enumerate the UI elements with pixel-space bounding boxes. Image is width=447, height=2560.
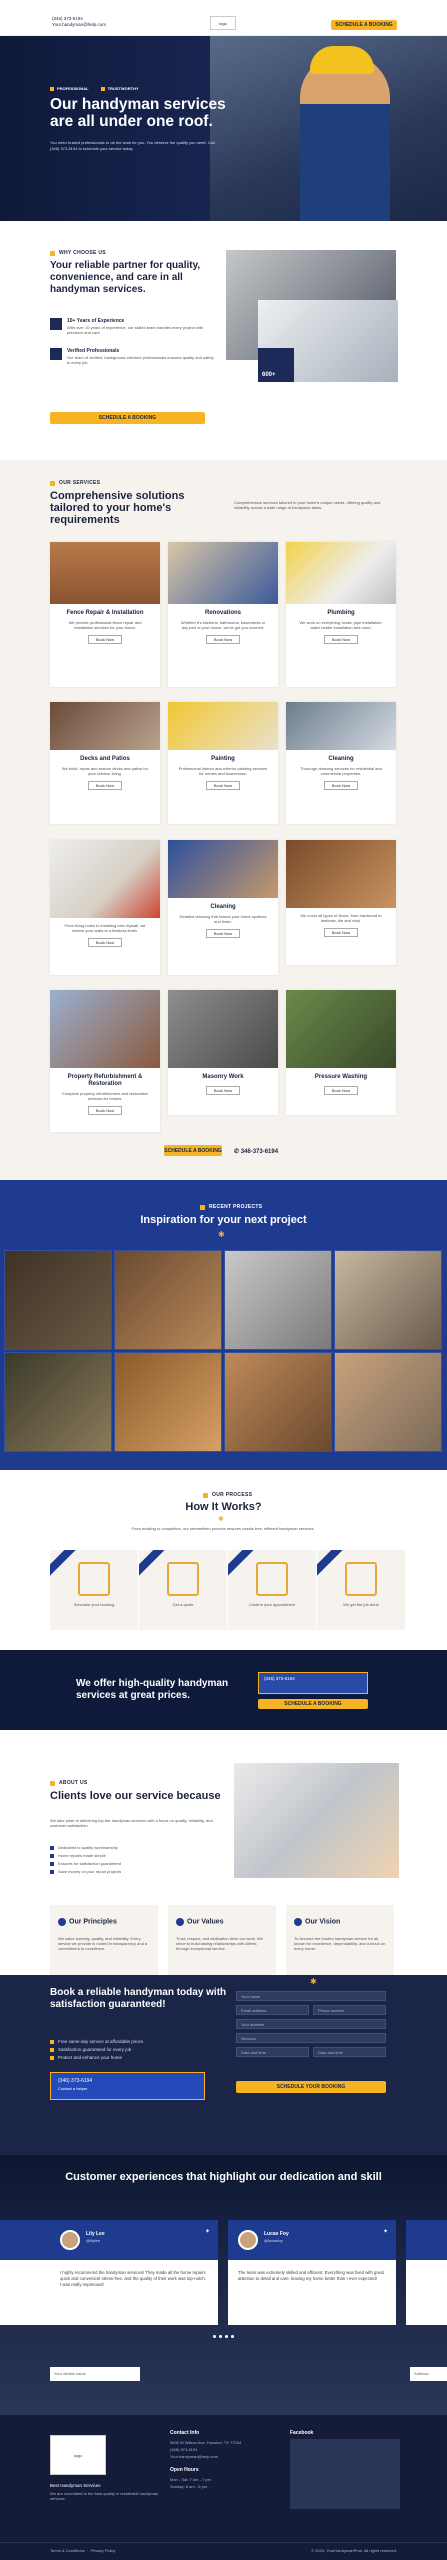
service-card [168,542,278,687]
calendar-icon [256,1562,288,1596]
services-tag-label: OUR SERVICES [59,480,101,486]
service-image [286,542,396,604]
twitter-icon[interactable]: ✦ [382,2229,388,2235]
footer-copyright: © 2024, YourHandymanPros. All rights reserved. [311,2548,397,2553]
hero-worker-figure [300,54,390,221]
star-icon: ✱ [218,1516,224,1523]
principles-icon [58,1918,66,1926]
footer-email[interactable]: Your.handyman@help.com [170,2454,218,2459]
step-desc: Confirm your appointment [248,1602,296,1607]
clients-title: Clients love our service because [50,1790,221,1802]
book-now-button[interactable]: Book Now [88,1106,122,1115]
about-title: Your reliable partner for quality, convenience, and care in all handyman services. [50,260,201,295]
time-field[interactable]: Date and time [313,2047,386,2057]
book-now-button[interactable]: Book Now [206,635,240,644]
project-image[interactable] [114,1352,222,1452]
clients-list-item: Save money on your repair projects [50,1869,121,1874]
service-image [50,702,160,750]
testimonials-title: Customer experiences that highlight our dedication and skill [65,2171,382,2183]
value-card [286,1905,394,1980]
header-email[interactable]: Your.handyman@help.com [52,22,106,27]
booking-submit-button[interactable]: SCHEDULE YOUR BOOKING [236,2081,386,2093]
header-contact [52,16,106,28]
about-section [0,240,447,450]
testimonial-handle: @lucasfoy [264,2238,283,2243]
service-desc: Detailed cleaning that leaves your home spotless and fresh. [179,914,267,924]
hero-badges [50,86,139,91]
testimonials-section [0,2155,447,2415]
carousel-dot[interactable] [231,2335,234,2338]
ribbon-icon [50,318,62,330]
step-ribbon [50,1550,78,1578]
service-title: Cleaning [210,904,236,910]
about-tag-label: WHY CHOOSE US [59,250,106,256]
project-image[interactable] [4,1250,112,1350]
service-card [168,840,278,975]
service-title: Cleaning [328,756,354,762]
email-field[interactable]: Email address [236,2005,309,2015]
terms-link[interactable]: Terms & Conditions [50,2548,85,2553]
service-title: Fence Repair & Installation [66,610,144,616]
service-desc: We build, repair and restore decks and patios for your outdoor living. [61,766,149,776]
footer [0,2415,447,2560]
service-title: Plumbing [327,610,355,616]
testimonial-text: I highly recommend the handyman services! They made all the home repairs quick and convenient stress-free, and the quality of their work was top-notch. I was really impressed! [60,2270,206,2287]
book-now-button[interactable]: Book Now [88,938,122,947]
carousel-dot[interactable] [219,2335,222,2338]
clients-list-item: Ensures for satisfaction guaranteed [50,1861,121,1866]
hero-title: Our handyman services are all under one roof. [50,96,226,130]
vision-icon [294,1918,302,1926]
service-card [286,840,396,965]
value-title: Our Vision [305,1918,341,1926]
service-image [286,702,396,750]
service-title: Renovations [204,610,241,616]
testimonial-card-partial [406,2220,447,2325]
service-image [168,542,278,604]
booking-list-item: Satisfaction guaranteed for every job [50,2047,131,2052]
footer-facebook-title: Facebook [290,2430,314,2436]
footer-contact-title: Contact Info [170,2430,200,2436]
book-now-button[interactable]: Book Now [324,781,358,790]
value-desc: Trust, respect, and dedication drive our work. We strive to build lasting relationships with clients through exceptional service. [176,1936,263,1951]
projects-section [0,1180,447,1470]
calculator-icon [167,1562,199,1596]
footer-description: We are committed to the best quality in residential handyman services. [50,2491,159,2501]
facebook-embed[interactable] [290,2439,400,2509]
service-desc: Complete property refurbishment and restoration services for homes. [61,1091,149,1101]
service-card [286,990,396,1115]
hero-description: You need trusted professionals to do the work for you. You deserve the quality you need. Call (346) 373-6194 to schedule your service today. [50,140,215,151]
service-desc: From fixing holes to installing new drywall, we restore your walls to a flawless finish. [64,923,146,933]
service-image [286,990,396,1068]
service-image [168,702,278,750]
service-card [286,542,396,687]
book-now-button[interactable]: Book Now [88,635,122,644]
site-logo[interactable]: logo [210,16,236,30]
tag-square-icon [203,1493,208,1498]
name-field[interactable]: Your name [236,1991,386,2001]
booking-list-item: Free same-day service at affordable prices [50,2039,143,2044]
tag-square-icon [50,481,55,486]
book-now-button[interactable]: Book Now [206,781,240,790]
tag-square-icon [200,1205,205,1210]
testimonial-card [50,2220,218,2325]
services-intro: Comprehensive services tailored to your home's unique needs, offering quality and reliability across a wide range of handyman tasks. [234,500,381,510]
how-tag-label: OUR PROCESS [212,1492,253,1498]
booking-call-box[interactable] [50,2072,205,2100]
projects-tag-label: RECENT PROJECTS [209,1204,263,1210]
footer-address: 9635 W Wilson Ave, Houston, TX 77034 [170,2440,242,2445]
step-card [317,1550,405,1630]
testimonial-header [50,2220,218,2260]
tag-square-icon [50,1781,55,1786]
phone-icon: ✆ [234,1149,241,1155]
testimonial-card [228,2220,396,2325]
projects-tag [200,1204,262,1210]
service-desc: We provide professional fence repair and installation services for your home. [68,620,142,630]
step-card [139,1550,227,1630]
header-phone[interactable]: (346) 373-6194 [52,16,83,21]
project-image[interactable] [224,1250,332,1350]
step-desc: We get the job done [343,1602,379,1607]
booking-title: Book a reliable handyman today with satisfaction guaranteed! [50,1987,227,2010]
star-icon: ✱ [218,1230,225,1239]
feature-experience-desc: With over 10 years of experience, our skilled team handles every project with precision and care. [67,325,204,335]
book-now-button[interactable]: Book Now [88,781,122,790]
service-title: Property Refurbishment & Restoration [67,1074,143,1087]
footer-hours-title: Open Hours [170,2467,199,2473]
top-bar [0,0,447,36]
carousel-dot[interactable] [213,2335,216,2338]
newsletter-bar [0,2367,447,2407]
projects-title: Inspiration for your next project [140,1214,307,1226]
star-icon: ✱ [310,1977,317,1986]
services-phone-link[interactable] [234,1148,278,1155]
services-select[interactable]: Services [236,2033,386,2043]
values-icon [176,1918,184,1926]
project-image[interactable] [334,1352,442,1452]
how-title: How It Works? [185,1501,262,1513]
services-tag [50,480,100,486]
shield-icon [50,348,62,360]
offer-title: We offer high-quality handyman services at great prices. [76,1678,229,1701]
service-title: Decks and Patios [80,756,130,762]
service-card [50,542,160,687]
clients-paragraph: We take pride in delivering top-tier handyman services with a focus on quality, reliability, and customer satisfaction. [50,1818,213,1828]
testimonial-header [228,2220,396,2260]
step-desc: Schedule your booking [73,1602,115,1607]
service-image [168,840,278,898]
clients-section [0,1730,447,1980]
service-desc: We cover all types of floors, from hardwood to laminate, tile and vinyl. [300,913,382,923]
privacy-link[interactable]: Privacy Policy [90,2548,116,2553]
clients-list-item: Dedicated to quality workmanship [50,1845,118,1850]
header-schedule-button[interactable]: SCHEDULE A BOOKING [331,20,397,30]
services-schedule-button[interactable]: SCHEDULE A BOOKING [164,1145,222,1156]
avatar [60,2230,80,2250]
book-now-button[interactable]: Book Now [206,929,240,938]
step-ribbon [228,1550,256,1578]
clients-tag [50,1780,88,1786]
phone-field[interactable]: Phone number [313,2005,386,2015]
hard-hat-icon [310,46,374,74]
service-image [50,990,160,1068]
footer-company-name: Best Handyman Services [50,2483,101,2488]
booking-phone: (346) 373-6194 [58,2078,93,2084]
offer-schedule-button[interactable]: SCHEDULE A BOOKING [258,1699,368,1709]
project-image[interactable] [114,1250,222,1350]
newsletter-address[interactable]: Address [410,2367,447,2381]
booking-list-item: Protect and enhance your home [50,2055,122,2060]
how-tag [203,1492,252,1498]
offer-banner [0,1650,447,1730]
service-card [50,702,160,824]
service-card [168,990,278,1115]
carousel-dot[interactable] [225,2335,228,2338]
clients-tag-label: ABOUT US [59,1780,88,1786]
step-card [228,1550,316,1630]
footer-links: Terms & Conditions · Privacy Policy [50,2548,116,2553]
worker-icon [345,1562,377,1596]
step-ribbon [317,1550,345,1578]
book-now-button[interactable]: Book Now [324,928,358,937]
offer-phone: (346) 373-6194 [264,1676,295,1681]
service-title: Pressure Washing [314,1074,368,1080]
service-image [50,840,160,918]
testimonial-text: The team was extremely skilled and efficient. Everything was fixed with great attention to detail and care, leaving my home better than I ever expected! [238,2270,384,2281]
services-title: Comprehensive solutions tailored to your home's requirements [50,490,185,526]
about-schedule-button[interactable]: SCHEDULE A BOOKING [50,412,205,424]
project-image[interactable] [224,1352,332,1452]
service-image [286,840,396,908]
booking-section [0,1975,447,2155]
tag-square-icon [50,251,55,256]
testimonial-name: Lily Lee [86,2231,105,2237]
booking-call-sub: Contact a helper [58,2086,88,2091]
service-desc: We work on everything: leaks, pipe installation, water heater installation and more. [299,620,383,630]
footer-phone[interactable]: (346) 373-6194 [170,2447,198,2452]
value-desc: To become the trusted handyman service for all, known for excellence, dependability, and a focus on every home. [294,1936,386,1951]
step-card [50,1550,138,1630]
feature-verified-title: Verified Professionals [67,348,120,354]
service-desc: Whether it's kitchens, bathrooms, basements or any part of your house, we've got you covered. [180,620,266,630]
clients-list-item: Home repairs made simple [50,1853,106,1858]
book-now-button[interactable]: Book Now [206,1086,240,1095]
service-card [168,702,278,824]
value-desc: We value honesty, quality, and reliability. Every service we provide is rooted in transparency and a commitment to excellence. [58,1936,148,1951]
value-card [168,1905,276,1980]
testimonial-handle: @lilylee [86,2238,101,2243]
feature-experience-title: 10+ Years of Experience [67,318,125,324]
service-desc: Thorough cleaning services for residential and commercial properties. [300,766,382,776]
testimonial-name: Lucas Foy [264,2231,289,2237]
testimonial-header [406,2220,447,2260]
avatar [238,2230,258,2250]
footer-logo[interactable]: logo [50,2435,106,2475]
services-section [0,460,447,1180]
value-title: Our Values [187,1918,224,1926]
service-image [168,990,278,1068]
about-stat-badge: 600+ [258,348,294,382]
book-now-button[interactable]: Book Now [324,1086,358,1095]
address-field[interactable]: Your address [236,2019,386,2029]
project-image[interactable] [4,1352,112,1452]
service-card [286,702,396,824]
footer-hours: Mon - Sat: 7 am - 7 pm [170,2477,211,2482]
step-ribbon [139,1550,167,1578]
value-card [50,1905,158,1980]
badge-professional: PROFESSIONAL [50,86,89,91]
step-desc: Get a quote [172,1602,194,1607]
date-field[interactable]: Date and time [236,2047,309,2057]
footer-hours: Sunday: 8 am - 5 pm [170,2484,208,2489]
hero-section [0,36,447,221]
service-title: Painting [211,756,235,762]
carousel-dots[interactable] [213,2335,234,2338]
feature-verified-desc: Our team of verified, background-checked professionals ensures quality and safety in every job. [67,355,214,365]
how-section [0,1470,447,1650]
service-image [50,542,160,604]
newsletter-input[interactable]: Your details name [50,2367,140,2381]
footer-bottom-bar [0,2542,447,2560]
project-image[interactable] [334,1250,442,1350]
about-tag [50,250,106,256]
service-card [50,840,160,975]
service-desc: Professional interior and exterior painting services for homes and businesses. [178,766,268,776]
booking-form [236,1975,398,2135]
how-intro: From booking to completion, our streamlined process ensures hassle-free, efficient handyman services. [131,1526,315,1531]
offer-phone-box[interactable] [258,1672,368,1694]
service-title: Masonry Work [202,1074,244,1080]
badge-trustworthy: TRUSTWORTHY [101,86,139,91]
clients-photo [234,1763,399,1878]
value-title: Our Principles [69,1918,117,1926]
service-card [50,990,160,1132]
services-phone: 346-373-6194 [240,1149,279,1155]
book-now-button[interactable]: Book Now [324,635,358,644]
document-icon [78,1562,110,1596]
twitter-icon[interactable]: ✦ [204,2229,210,2235]
